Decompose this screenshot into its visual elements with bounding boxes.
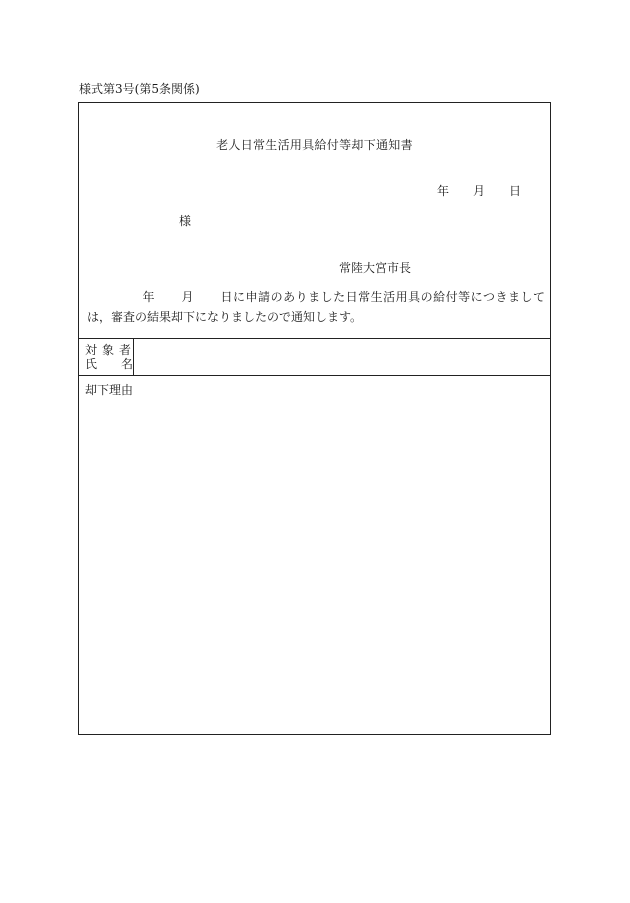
date-year: 年 bbox=[436, 184, 449, 198]
subject-name-field[interactable] bbox=[134, 339, 550, 375]
subject-label-line2 bbox=[85, 357, 133, 371]
date-day: 日 bbox=[508, 184, 521, 198]
date-month: 月 bbox=[472, 184, 485, 198]
document-title: 老人日常生活用具給付等却下通知書 bbox=[216, 138, 413, 152]
issue-date bbox=[437, 182, 521, 199]
body-month: 月 bbox=[181, 290, 195, 304]
subject-label-shi: 氏 bbox=[85, 357, 98, 371]
body-year: 年 bbox=[142, 290, 156, 304]
notice-body bbox=[87, 287, 545, 327]
body-text: 日に申請のありました日常生活用具の給付等につきましては，審査の結果却下になりましたので通知します。 bbox=[87, 290, 545, 324]
sender-name: 常陸大宮市長 bbox=[339, 261, 412, 275]
subject-label-mei: 名 bbox=[121, 357, 134, 371]
addressee-suffix: 様 bbox=[179, 214, 192, 228]
rejection-reason-label: 却下理由 bbox=[85, 383, 134, 397]
notice-frame bbox=[78, 102, 551, 735]
subject-label bbox=[79, 339, 137, 375]
form-number: 様式第3号(第5条関係) bbox=[79, 82, 200, 96]
subject-label-line1: 対象者 bbox=[85, 343, 137, 357]
subject-row bbox=[79, 338, 550, 376]
